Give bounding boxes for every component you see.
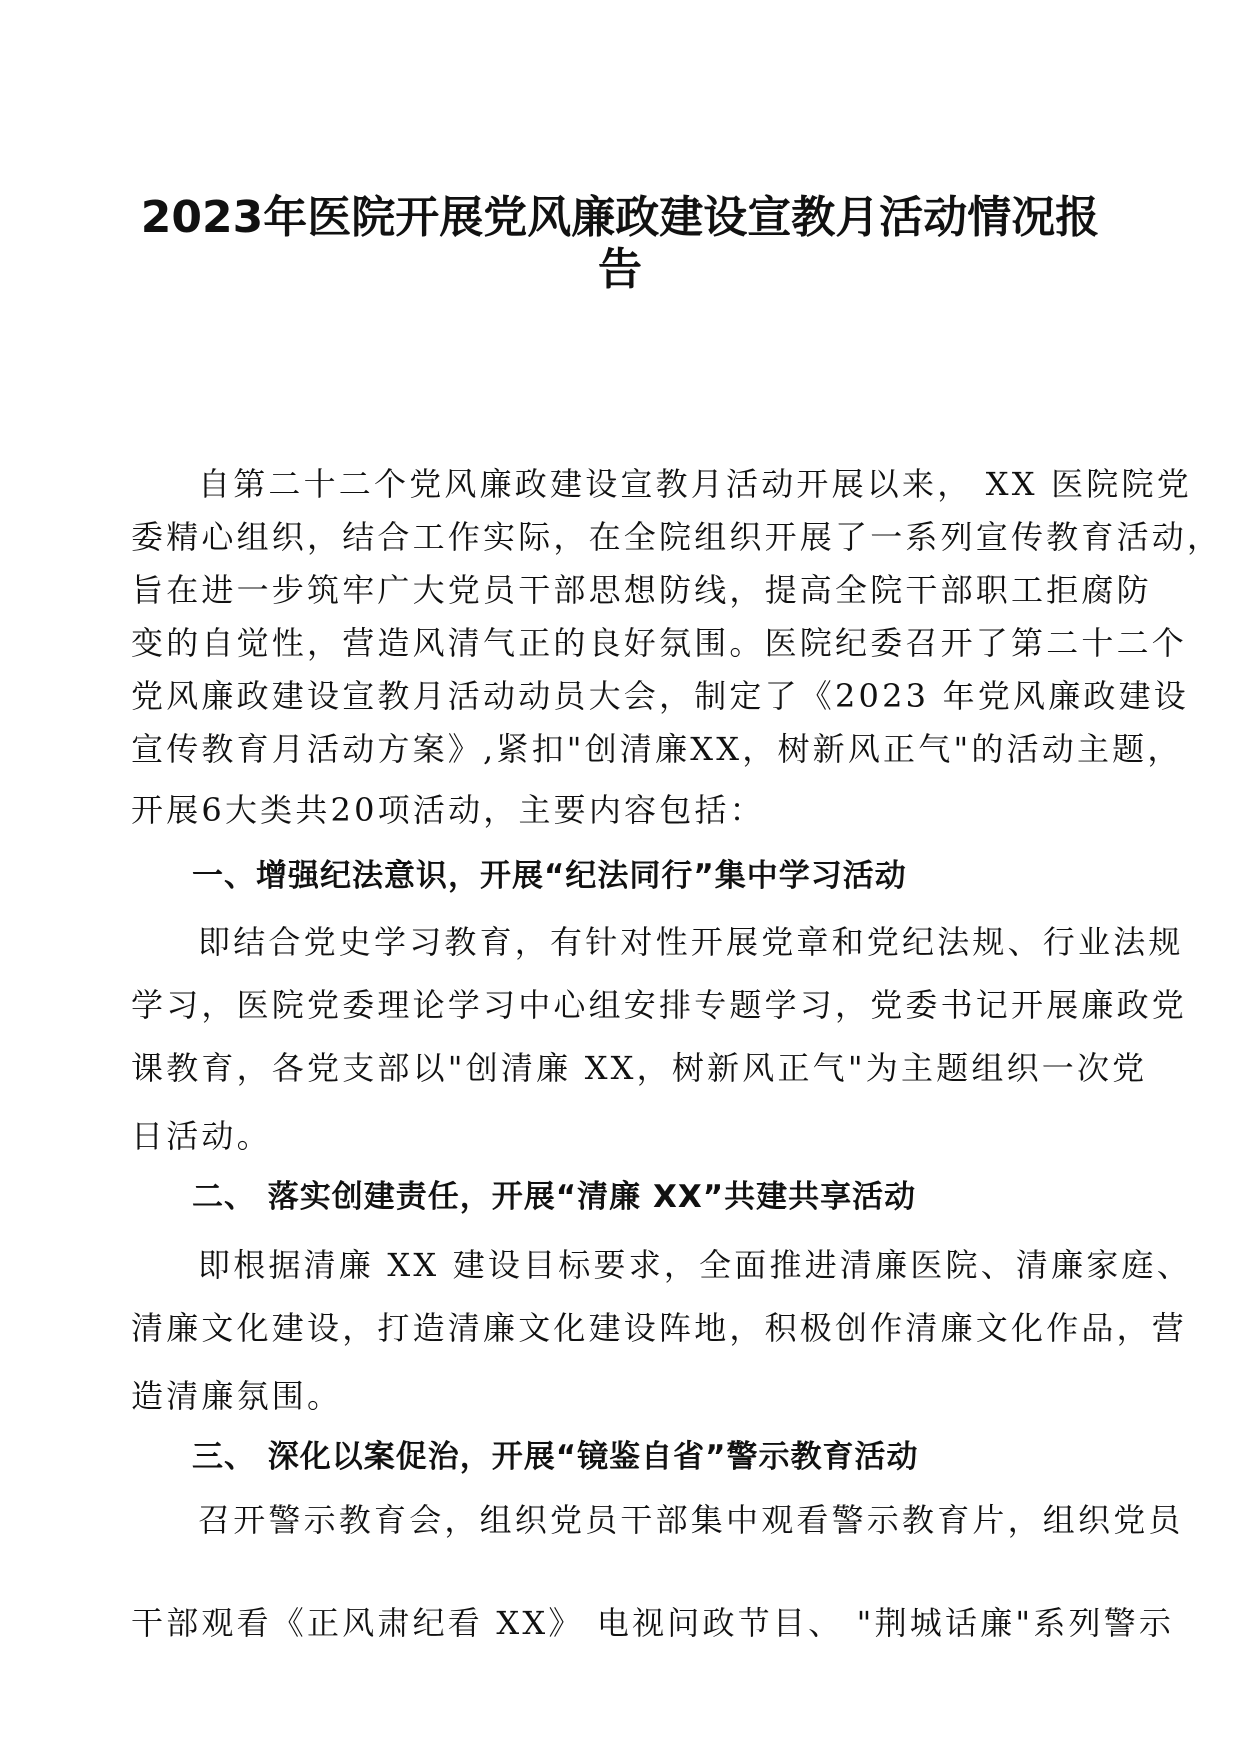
section-2-line: 造清廉氛围。 (131, 1377, 343, 1415)
section-heading-3: 三、 深化以案促治，开展“镜鉴自省”警示教育活动 (192, 1439, 919, 1475)
intro-paragraph-line: 委精心组织，结合工作实际，在全院组织开展了一系列宣传教育活动， (131, 518, 1223, 556)
intro-paragraph-line: 开展6大类共20项活动，主要内容包括： (131, 791, 765, 829)
section-3-line: 干部观看《正风肃纪看 XX》 电视问政节目、 "荆城话廉"系列警示 (131, 1604, 1175, 1642)
intro-paragraph-line: 党风廉政建设宣教月活动动员大会，制定了《2023 年党风廉政建设 (131, 677, 1190, 715)
section-2-line: 即根据清廉 XX 建设目标要求，全面推进清廉医院、清廉家庭、 (198, 1246, 1192, 1284)
intro-paragraph-line: 宣传教育月活动方案》,紧扣"创清廉XX，树新风正气"的活动主题， (131, 730, 1183, 768)
intro-paragraph-line: 自第二十二个党风廉政建设宣教月活动开展以来， XX 医院院党 (198, 465, 1192, 503)
section-heading-2: 二、 落实创建责任，开展“清廉 XX”共建共享活动 (192, 1179, 917, 1215)
section-1-line: 学习，医院党委理论学习中心组安排专题学习，党委书记开展廉政党 (131, 986, 1188, 1024)
intro-paragraph-line: 变的自觉性，营造风清气正的良好氛围。医院纪委召开了第二十二个 (131, 624, 1188, 662)
section-1-line: 日活动。 (131, 1117, 272, 1155)
intro-paragraph-line: 旨在进一步筑牢广大党员干部思想防线，提高全院干部职工拒腐防 (131, 571, 1152, 609)
document-title-line-1: 2023年医院开展党风廉政建设宣教月活动情况报 (140, 192, 1100, 243)
section-1-line: 即结合党史学习教育，有针对性开展党章和党纪法规、行业法规 (198, 923, 1184, 961)
section-heading-1: 一、增强纪法意识，开展“纪法同行”集中学习活动 (192, 858, 907, 894)
section-1-line: 课教育，各党支部以"创清廉 XX，树新风正气"为主题组织一次党 (131, 1049, 1148, 1087)
document-title-line-2: 告 (598, 244, 642, 295)
section-2-line: 清廉文化建设，打造清廉文化建设阵地，积极创作清廉文化作品，营 (131, 1309, 1188, 1347)
section-3-line: 召开警示教育会，组织党员干部集中观看警示教育片，组织党员 (198, 1501, 1184, 1539)
